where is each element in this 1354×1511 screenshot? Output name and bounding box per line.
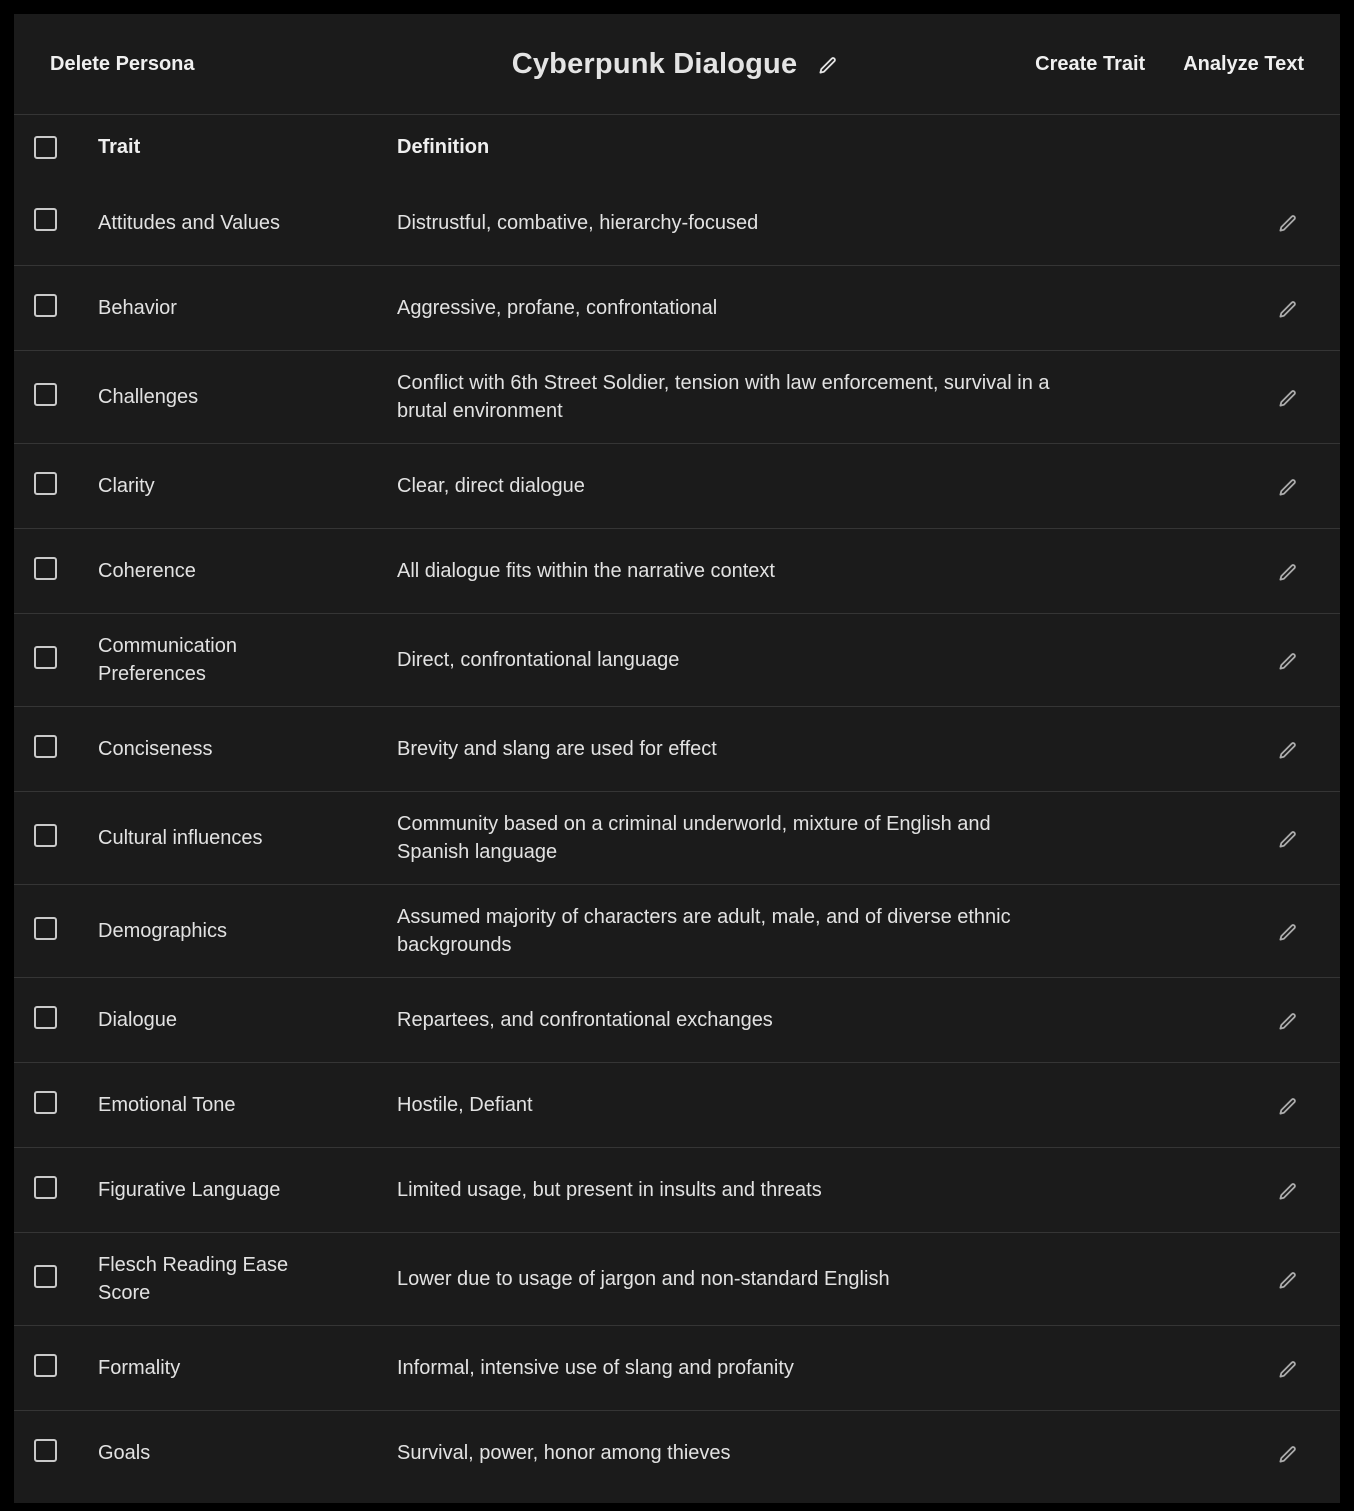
table-row [14,180,1340,265]
definition-cell: Limited usage, but present in insults and threats [397,1179,822,1201]
trait-table-body [14,180,1340,1495]
table-row [14,977,1340,1062]
pencil-icon [1275,918,1302,945]
edit-trait-button[interactable] [1236,551,1340,591]
row-checkbox[interactable] [34,735,57,758]
definition-cell: Repartees, and confrontational exchanges [397,1009,773,1031]
trait-column-header: Trait [98,136,141,158]
definition-cell: Informal, intensive use of slang and profanity [397,1357,794,1379]
row-checkbox[interactable] [34,1091,57,1114]
definition-cell: Lower due to usage of jargon and non-standard English [397,1268,890,1290]
pencil-icon [1275,384,1302,411]
pencil-icon [1275,558,1302,585]
pencil-icon [1275,1177,1302,1204]
edit-trait-button[interactable] [1236,1170,1340,1210]
edit-trait-button[interactable] [1236,640,1340,680]
trait-cell: Demographics [98,920,227,942]
row-checkbox[interactable] [34,1176,57,1199]
pencil-icon [1275,1266,1302,1293]
definition-column-header: Definition [397,136,490,158]
row-checkbox[interactable] [34,1354,57,1377]
edit-trait-button[interactable] [1236,288,1340,328]
table-row [14,528,1340,613]
edit-trait-button[interactable] [1236,911,1340,951]
select-all-checkbox[interactable] [34,136,57,159]
trait-cell: Attitudes and Values [98,211,280,234]
definition-cell: Aggressive, profane, confrontational [397,297,718,319]
edit-trait-button[interactable] [1236,377,1340,417]
trait-cell: Challenges [98,386,199,408]
table-row [14,350,1340,443]
table-row [14,884,1340,977]
pencil-icon [1275,1355,1302,1382]
pencil-icon [1275,1007,1302,1034]
row-checkbox[interactable] [34,383,57,406]
trait-cell: Dialogue [98,1009,177,1031]
edit-title-button[interactable] [815,51,842,78]
persona-panel [14,14,1340,1503]
trait-cell: Conciseness [98,738,213,760]
pencil-icon [1275,647,1302,674]
table-row [14,1232,1340,1325]
row-checkbox[interactable] [34,1006,57,1029]
table-row [14,706,1340,791]
edit-trait-button[interactable] [1236,1085,1340,1125]
definition-cell: Direct, confrontational language [397,649,680,671]
delete-persona-button[interactable]: Delete Persona [50,52,195,75]
pencil-icon [1275,209,1302,236]
pencil-icon [1275,736,1302,763]
trait-cell: Emotional Tone [98,1094,236,1116]
definition-cell: Clear, direct dialogue [397,475,585,497]
definition-cell: Conflict with 6th Street Soldier, tension with law enforcement, survival in a brutal environment [397,372,1050,422]
row-checkbox[interactable] [34,646,57,669]
trait-cell: Formality [98,1357,181,1379]
table-row [14,791,1340,884]
edit-trait-button[interactable] [1236,203,1340,243]
definition-cell: Hostile, Defiant [397,1094,533,1116]
row-checkbox[interactable] [34,294,57,317]
table-row [14,1062,1340,1147]
create-trait-button[interactable]: Create Trait [1035,52,1146,75]
edit-trait-button[interactable] [1236,818,1340,858]
page-title: Cyberpunk Dialogue [511,47,798,80]
definition-cell: Distrustful, combative, hierarchy-focused [397,211,759,234]
table-header-row [14,115,1340,180]
trait-cell: Coherence [98,560,196,582]
edit-trait-button[interactable] [1236,1433,1340,1473]
row-checkbox[interactable] [34,1439,57,1462]
row-checkbox[interactable] [34,208,57,231]
edit-trait-button[interactable] [1236,1348,1340,1388]
trait-cell: Goals [98,1442,151,1464]
pencil-icon [1275,1440,1302,1467]
row-checkbox[interactable] [34,1265,57,1288]
row-checkbox[interactable] [34,917,57,940]
trait-cell: Communication Preferences [98,635,237,685]
header-actions [1035,53,1304,76]
row-checkbox[interactable] [34,557,57,580]
row-checkbox[interactable] [34,824,57,847]
table-row [14,613,1340,706]
pencil-icon [1275,295,1302,322]
table-row [14,443,1340,528]
pencil-icon [1275,473,1302,500]
table-row [14,1147,1340,1232]
edit-trait-button[interactable] [1236,729,1340,769]
trait-cell: Cultural influences [98,827,263,849]
trait-cell: Clarity [98,475,155,497]
edit-trait-button[interactable] [1236,1259,1340,1299]
row-checkbox[interactable] [34,472,57,495]
pencil-icon [1275,825,1302,852]
pencil-icon [815,51,842,78]
edit-trait-button[interactable] [1236,1000,1340,1040]
table-row [14,265,1340,350]
trait-cell: Figurative Language [98,1179,281,1201]
analyze-text-button[interactable]: Analyze Text [1183,52,1304,75]
pencil-icon [1275,1092,1302,1119]
header-bar [14,14,1340,115]
definition-cell: Brevity and slang are used for effect [397,738,717,760]
table-row [14,1410,1340,1495]
definition-cell: All dialogue fits within the narrative context [397,560,775,582]
definition-cell: Assumed majority of characters are adult, male, and of diverse ethnic backgrounds [397,906,1011,956]
definition-cell: Community based on a criminal underworld, mixture of English and Spanish language [397,813,991,863]
trait-cell: Behavior [98,297,177,319]
edit-trait-button[interactable] [1236,466,1340,506]
trait-cell: Flesch Reading Ease Score [98,1254,289,1304]
definition-cell: Survival, power, honor among thieves [397,1442,731,1464]
table-row [14,1325,1340,1410]
